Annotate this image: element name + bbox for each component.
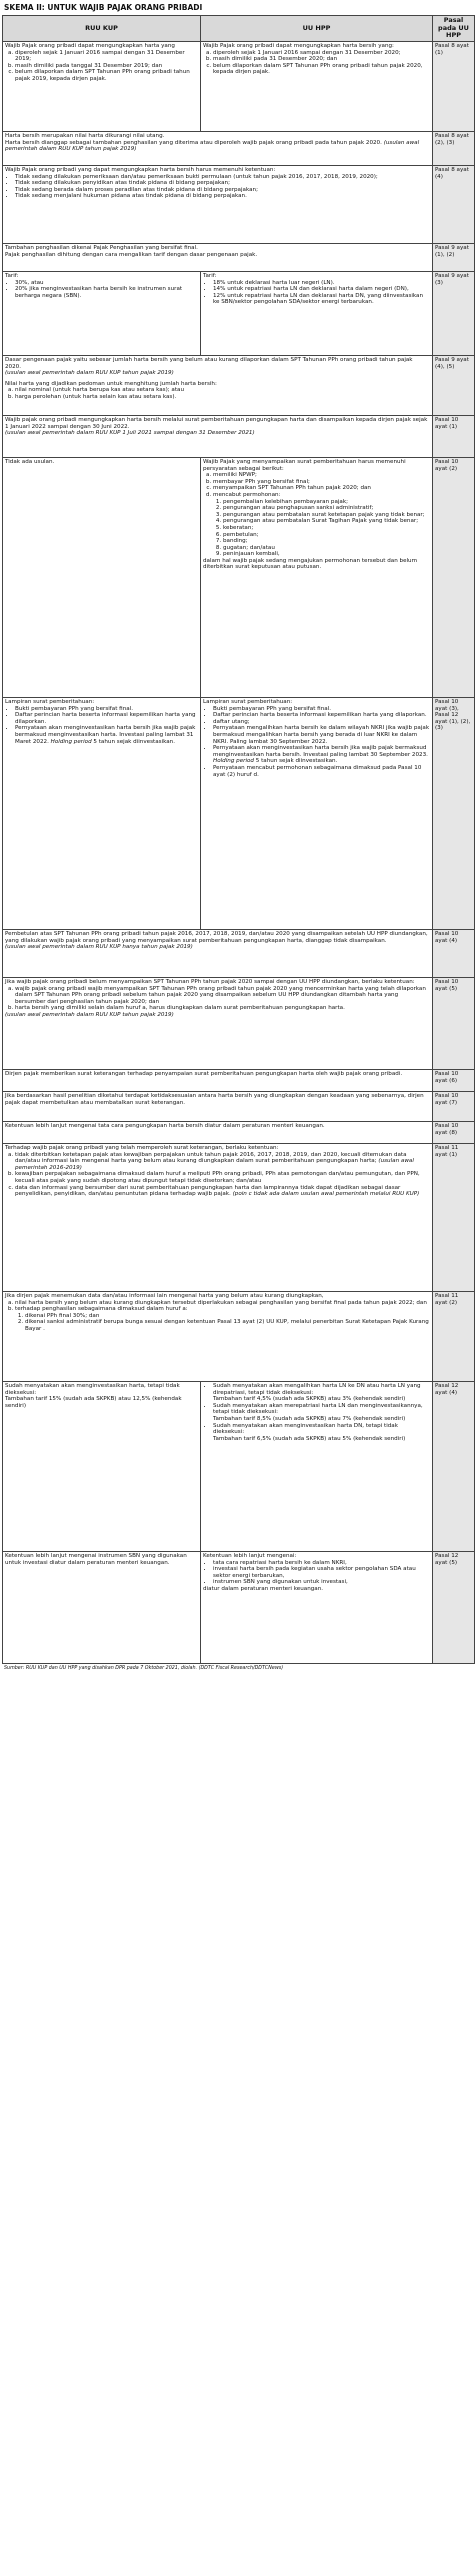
table-row <box>3 1381 475 1551</box>
cell-text: Lampiran surat pemberitahuan: <box>203 698 293 705</box>
table-header-row <box>3 16 475 42</box>
cell-pasal: Pasal 12 ayat (5) <box>433 1551 475 1663</box>
cell-pasal: Pasal 12 ayat (4) <box>433 1381 475 1551</box>
cell-hpp <box>201 1381 433 1551</box>
list-item-text: 5 tahun sejak diinvestasikan. <box>255 758 338 765</box>
table-row <box>3 415 475 457</box>
cell-merged <box>3 131 433 165</box>
cell-merged <box>3 415 433 457</box>
list-item: a. wajib pajak orang pribadi wajib menyampaikan SPT Tahunan PPh orang pribadi tahun pajak 2020 yang mencerminkan harta yang telah dilaporkan dalam SPT Tahunan PPh orang pribadi sebelum tahun pajak 2020 yang disampaikan sebelum UU HPP diundangkan ditambah harta yang bersumber dari penghasilan tahun pajak 2020; dan <box>15 986 430 1006</box>
cell-text: Tarif: <box>203 272 217 279</box>
cell-text: Nilai harta yang dijadikan pedoman untuk menghitung jumlah harta bersih: <box>5 380 217 387</box>
cell-pasal: Pasal 8 ayat (1) <box>433 41 475 131</box>
cell-text: Harta bersih merupakan nilai harta dikurangi nilai utang. <box>5 132 165 139</box>
cell-ruu <box>3 41 201 131</box>
list-item: • Tidak sedang dilakukan penyidikan atas tindak pidana di bidang perpajakan; <box>15 180 430 187</box>
cell-hpp <box>201 1551 433 1663</box>
list <box>5 1300 430 1333</box>
sub-list-item: 3. pengurangan atau pembatalan surat ketetapan pajak yang tidak benar; <box>223 512 430 519</box>
list-item: • instrumen SBN yang digunakan untuk investasi, <box>213 1579 430 1586</box>
cell-merged <box>3 929 433 977</box>
list-item <box>15 725 198 745</box>
header-ruu-kup: RUU KUP <box>3 16 201 42</box>
list-item: b. harga perolehan (untuk harta selain kas atau setara kas). <box>15 394 430 401</box>
cell-text: Tambahan tarif 15% (sudah ada SKPKB) atau 12,5% (kehendak sendiri) <box>5 1396 182 1409</box>
cell-text: Wajib pajak orang pribadi mengungkapkan harta bersih melalui surat pemberitahuan pengungkapan harta dan disampaikan kepada dirjen pajak sejak 1 Januari 2022 sampai dengan 30 Juni 2022. <box>5 416 428 430</box>
cell-merged <box>3 1291 433 1381</box>
cell-text: Terhadap wajib pajak orang pribadi yang telah memperoleh surat keterangan, berlaku ketentuan: <box>5 1144 279 1151</box>
table-row <box>3 929 475 977</box>
table-row <box>3 1069 475 1091</box>
list-item: • Tidak sedang menjalani hukuman pidana atas tindak pidana di bidang perpajakan. <box>15 193 430 200</box>
cell-pasal: Pasal 9 ayat (1), (2) <box>433 243 475 271</box>
list <box>5 280 198 300</box>
list-item: • Daftar perincian harta beserta informasi kepemilikan harta yang dilaporkan. <box>15 712 198 725</box>
list-item: • 30%, atau <box>15 280 198 287</box>
cell-ruu: Tidak ada usulan. <box>3 457 201 697</box>
list-item: • Tidak sedang berada dalam proses peradilan atas tindak pidana di bidang perpajakan; <box>15 187 430 194</box>
list-item: a. diperoleh sejak 1 Januari 2016 sampai dengan 31 Desember 2020; <box>213 50 430 57</box>
list-item: b. kewajiban perpajakan sebagaimana dimaksud dalam huruf a meliputi PPh orang pribadi, PPh atas pemotongan dan/atau pemungutan, dan PPN, kecuali atas pajak yang sudah dipotong atau dipungut tetapi tidak disetorkan; dan/atau <box>15 1171 430 1184</box>
list-item <box>213 1403 430 1423</box>
cell-text: Ketentuan lebih lanjut mengenai: <box>203 1552 297 1559</box>
list-item-text: data dan informasi yang bersumber dari surat pemberitahuan pengungkapan harta dan lampirannya tidak dapat dijadikan sebagai dasar penyelidikan, penyidikan, dan/atau penuntutan pidana terhadap wajib pajak. <box>15 1184 401 1198</box>
list <box>203 1560 430 1586</box>
cell-ruu: Ketentuan lebih lanjut mengenai instrumen SBN yang digunakan untuk investasi diatur dalam peraturan menteri keuangan. <box>3 1551 201 1663</box>
cell-text: Wajib Pajak orang pribadi dapat mengungkapkan harta yang <box>5 42 175 49</box>
note-text: (usulan awal pemerintah dalam RUU KUP hanya tahun pajak 2019) <box>5 944 193 951</box>
list-item <box>213 745 430 765</box>
cell-text: dalam hal wajib pajak sedang mengajukan permohonan tersebut dan belum diterbitkan surat keputusan atau putusan. <box>203 557 418 571</box>
comparison-table <box>2 15 475 1664</box>
cell-merged <box>3 165 433 243</box>
sub-list-item: 1. pengembalian kelebihan pembayaran pajak; <box>223 499 430 506</box>
list-item-text: • Sudah menyatakan akan menginvestasikan harta DN, tetapi tidak dieksekusi: <box>213 1422 398 1436</box>
cell-text: Wajib Pajak orang pribadi dapat mengungkapkan harta bersih yang: <box>203 42 394 49</box>
cell-text: Sudah menyatakan akan menginvestasikan harta, tetapi tidak dieksekusi: <box>5 1382 180 1396</box>
list <box>5 50 198 83</box>
list-item <box>213 1383 430 1403</box>
cell-hpp <box>201 457 433 697</box>
cell-merged <box>3 243 433 271</box>
italic-term: Holding period <box>213 758 254 765</box>
cell-pasal: Pasal 10 ayat (5) <box>433 977 475 1069</box>
cell-text: Lampiran surat pemberitahuan: <box>5 698 95 705</box>
sub-list <box>15 1313 430 1333</box>
list-item: • 14% untuk repatriasi harta LN dan deklarasi harta dalam negeri (DN), <box>213 286 430 293</box>
list-item-text: mencabut permohonan: <box>213 491 281 498</box>
list-item <box>213 492 430 558</box>
table-row <box>3 41 475 131</box>
sub-list-item: 1. dikenai PPh final 30%; dan <box>25 1313 430 1320</box>
list-item: • Bukti pembayaran PPh yang bersifat final. <box>213 706 430 713</box>
list <box>203 50 430 76</box>
list-item: • Pernyataan mengalihkan harta bersih ke dalam wilayah NKRI jika wajib pajak bermaksud mengalihkan harta bersih yang berada di luar NKRI ke dalam NKRI. Paling lambat 30 September 2022. <box>213 725 430 745</box>
table-row <box>3 243 475 271</box>
sub-list-item: 7. banding; <box>223 538 430 545</box>
list <box>203 280 430 306</box>
list-item: • daftar utang; <box>213 719 430 726</box>
cell-text: Pajak penghasilan dihitung dengan cara mengalikan tarif dengan dasar pengenaan pajak. <box>5 251 258 258</box>
cell-text: Tarif: <box>5 272 19 279</box>
document-title: SKEMA II: UNTUK WAJIB PAJAK ORANG PRIBADI <box>0 0 476 15</box>
cell-pasal: Pasal 8 ayat (2), (3) <box>433 131 475 165</box>
list-item-text: • Sudah menyatakan akan merepatriasi harta LN dan menginvestasikannya, tetapi tidak dieksekusi: <box>213 1402 423 1416</box>
list-item: a. nilai harta bersih yang belum atau kurang diungkapkan tersebut diperlakukan sebagai penghasilan yang bersifat final pada tahun pajak 2022; dan <box>15 1300 430 1307</box>
list-item: • 12% untuk repatriasi harta LN dan deklarasi harta DN, yang diinvestasikan ke SBN/sektor pengolahan SDA/sektor energi terbarukan. <box>213 293 430 306</box>
cell-pasal: Pasal 10 ayat (4) <box>433 929 475 977</box>
sub-list-item: 2. dikenai sanksi administratif berupa bunga sesuai dengan ketentuan Pasal 13 ayat (2) UU KUP, melalui penerbitan Surat Ketetapan Pajak Kurang Bayar . <box>25 1319 430 1332</box>
cell-text-group <box>5 140 430 153</box>
cell-pasal: Pasal 9 ayat (3) <box>433 271 475 355</box>
sub-list-item: 6. pembetulan; <box>223 532 430 539</box>
note-text: (usulan awal pemerintah dalam RUU KUP tahun pajak 2019) <box>5 370 174 377</box>
list <box>203 472 430 558</box>
note-text: (usulan awal pemerintah dalam RUU KUP 1 Juli 2021 sampai dengan 31 Desember 2021) <box>5 430 255 437</box>
list-item-text: • Sudah menyatakan akan mengalihkan harta LN ke DN atau harta LN yang direpatriasi, tetapi tidak dieksekusi: <box>213 1382 421 1396</box>
list <box>5 986 430 1012</box>
cell-pasal: Pasal 11 ayat (1) <box>433 1143 475 1291</box>
sub-list <box>213 499 430 558</box>
table-row <box>3 1291 475 1381</box>
list-item: • investasi harta bersih pada kegiatan usaha sektor pengolahan SDA atau sektor energi terbarukan, <box>213 1566 430 1579</box>
cell-hpp <box>201 697 433 929</box>
list-item: b. harta bersih yang dimiliki selain dalam huruf a, harus diungkapkan dalam surat pemberitahuan pengungkapan harta. <box>15 1005 430 1012</box>
sub-list-item: 4. pengurangan atau pembatalan Surat Tagihan Pajak yang tidak benar; <box>223 518 430 525</box>
list <box>5 174 430 200</box>
cell-text: Pembetulan atas SPT Tahunan PPh orang pribadi tahun pajak 2016, 2017, 2018, 2019, dan/atau 2020 yang disampaikan setelah UU HPP diundangkan, yang dilakukan wajib pajak orang pribadi yang menyampaikan surat pemberitahuan pengungkapan harta, dianggap tidak disampaikan. <box>5 930 428 944</box>
note-text: (usulan awal pemerintah dalam RUU KUP tahun pajak 2019) <box>5 139 420 153</box>
cell-merged <box>3 977 433 1069</box>
cell-pasal: Pasal 8 ayat (4) <box>433 165 475 243</box>
cell-text: Harta bersih dianggap sebagai tambahan penghasilan yang diterima atau diperoleh wajib pajak orang pribadi pada tahun pajak 2020. <box>5 139 382 146</box>
list-item: a. memiliki NPWP; <box>213 472 430 479</box>
table-row <box>3 977 475 1069</box>
list-item-text: tidak diterbitkan ketetapan pajak atas kewajiban perpajakan untuk tahun pajak 2016, 2017, 2018, 2019, dan 2020, kecuali ditemukan data dan/atau informasi lain mengenai harta yang belum atau kurang diungkapkan dalam surat pemberitahuan pengungkapan harta; <box>15 1151 407 1165</box>
table-row <box>3 165 475 243</box>
list-item <box>213 1423 430 1443</box>
table-row <box>3 697 475 929</box>
cell-merged: Jika berdasarkan hasil penelitian diketahui terdapat ketidaksesuaian antara harta bersih yang diungkapkan dengan keadaan yang sebenarnya, dirjen pajak dapat membetulkan atau membatalkan surat keterangan. <box>3 1091 433 1121</box>
cell-pasal: Pasal 10 ayat (3), Pasal 12 ayat (1), (2), (3) <box>433 697 475 929</box>
note-text: (poin c tidak ada dalam usulan awal pemerintah melalui RUU KUP) <box>232 1191 420 1198</box>
cell-pasal: Pasal 10 ayat (6) <box>433 1069 475 1091</box>
sub-list-item: 5. keberatan; <box>223 525 430 532</box>
note-text: (usulan awal pemerintah 2016-2019) <box>15 1158 414 1171</box>
source-footnote: Sumber: RUU KUP dan UU HPP yang disahkan DPR pada 7 Oktober 2021, diolah. (DDTC Fiscal Research/DDTCNews) <box>4 1665 284 1671</box>
list-item: • Pernyataan mencabut permohonan sebagaimana dimaksud pada Pasal 10 ayat (2) huruf d. <box>213 765 430 778</box>
sub-list-item: 8. gugatan; dan/atau <box>223 545 430 552</box>
cell-pasal: Pasal 10 ayat (8) <box>433 1121 475 1143</box>
list-item <box>15 1185 430 1198</box>
sub-list-item: 2. pengurangan atau penghapusan sanksi administratif; <box>223 505 430 512</box>
cell-hpp <box>201 271 433 355</box>
table-row <box>3 457 475 697</box>
list <box>203 706 430 779</box>
table-row <box>3 1143 475 1291</box>
cell-text: Tambahan penghasilan dikenai Pajak Penghasilan yang bersifat final. <box>5 244 198 251</box>
list-item: c. belum dilaporkan dalam SPT Tahunan PPh orang pribadi tahun pajak 2019, kepada dirjen pajak. <box>15 69 198 82</box>
list-item: a. nilai nominal (untuk harta berupa kas atau setara kas); atau <box>15 387 430 394</box>
sub-list-item: 9. peninjauan kembali, <box>223 551 430 558</box>
list-item: • Bukti pembayaran PPh yang bersifat final. <box>15 706 198 713</box>
list <box>5 387 430 400</box>
cell-merged <box>3 1143 433 1291</box>
header-uu-hpp: UU HPP <box>201 16 433 42</box>
list-item: • 20% jika menginvestasikan harta bersih ke instrumen surat berharga negara (SBN). <box>15 286 198 299</box>
cell-merged: Dirjen pajak memberikan surat keterangan terhadap penyampaian surat pemberitahuan pengungkapan harta oleh wajib pajak orang pribadi. <box>3 1069 433 1091</box>
cell-hpp <box>201 41 433 131</box>
list-item-text: terhadap penghasilan sebagaimana dimaksud dalam huruf a: <box>15 1306 188 1313</box>
cell-pasal: Pasal 9 ayat (4), (5) <box>433 355 475 415</box>
cell-ruu <box>3 271 201 355</box>
cell-pasal: Pasal 11 ayat (2) <box>433 1291 475 1381</box>
cell-ruu <box>3 697 201 929</box>
list <box>5 706 198 746</box>
list-item: • tata cara repatriasi harta bersih ke dalam NKRI, <box>213 1560 430 1567</box>
list-item: c. belum dilaporkan dalam SPT Tahunan PPh orang pribadi tahun pajak 2020, kepada dirjen pajak. <box>213 63 430 76</box>
list-item-tail: Tambahan tarif 6,5% (sudah ada SKPKB) atau 5% (kehendak sendiri) <box>213 1435 406 1442</box>
cell-merged: Ketentuan lebih lanjut mengenai tata cara pengungkapan harta bersih diatur dalam peraturan menteri keuangan. <box>3 1121 433 1143</box>
table-row <box>3 1121 475 1143</box>
list-item-text: 5 tahun sejak diinvestasikan. <box>93 738 175 745</box>
list-item: b. membayar PPh yang bersifat final; <box>213 479 430 486</box>
list-item: a. diperoleh sejak 1 Januari 2016 sampai dengan 31 Desember 2019; <box>15 50 198 63</box>
cell-text: Jika wajib pajak orang pribadi belum menyampaikan SPT Tahunan PPh tahun pajak 2020 sampai dengan UU HPP diundangkan, berlaku ketentuan: <box>5 978 415 985</box>
cell-text: diatur dalam peraturan menteri keuangan. <box>203 1585 324 1592</box>
cell-text: Wajib Pajak orang pribadi yang dapat mengungkapkan harta bersih harus memenuhi ketentuan: <box>5 166 276 173</box>
list-item <box>15 1152 430 1172</box>
cell-pasal: Pasal 10 ayat (1) <box>433 415 475 457</box>
list-item: b. masih dimiliki pada 31 Desember 2020; dan <box>213 56 430 63</box>
header-pasal: Pasal pada UU HPP <box>433 16 475 42</box>
cell-merged <box>3 355 433 415</box>
note-text: (usulan awal pemerintah dalam RUU KUP tahun pajak 2019) <box>5 1011 174 1018</box>
cell-text: Jika dirjen pajak menemukan data dan/atau informasi lain mengenai harta yang belum atau kurang diungkapkan, <box>5 1292 324 1299</box>
cell-pasal: Pasal 10 ayat (7) <box>433 1091 475 1121</box>
table-row <box>3 131 475 165</box>
cell-pasal: Pasal 10 ayat (2) <box>433 457 475 697</box>
italic-term: Holding period <box>50 738 92 745</box>
list-item <box>15 1306 430 1332</box>
cell-ruu <box>3 1381 201 1551</box>
cell-text: Dasar pengenaan pajak yaitu sebesar jumlah harta bersih yang belum atau kurang dilaporkan dalam SPT Tahunan PPh orang pribadi tahun pajak 2020. <box>5 356 413 370</box>
table-row <box>3 355 475 415</box>
cell-text: Wajib Pajak yang menyampaikan surat pemberitahuan harus memenuhi persyaratan sebagai berikut: <box>203 458 406 472</box>
list-item: c. menyampaikan SPT Tahunan PPh tahun pajak 2020; dan <box>213 485 430 492</box>
list <box>203 1383 430 1442</box>
list-item-text: Pernyataan akan menginvestasikan harta bersih jika wajib pajak bermaksud menginvestasikan harta. Investasi paling lambat 31 Maret 2022. <box>15 725 196 745</box>
list-item: • 18% untuk deklarasi harta luar negeri (LN). <box>213 280 430 287</box>
list-item-tail: Tambahan tarif 8,5% (sudah ada SKPKB) atau 7% (kehendak sendiri) <box>213 1415 406 1422</box>
list-item: • Daftar perincian harta beserta informasi kepemilikan harta yang dilaporkan. <box>213 712 430 719</box>
list-item: • Tidak sedang dilakukan pemeriksaan dan/atau pemeriksaan bukti permulaan (untuk tahun pajak 2016, 2017, 2018, 2019, 2020); <box>15 174 430 181</box>
table-row <box>3 1551 475 1663</box>
table-row <box>3 271 475 355</box>
list-item: b. masih dimiliki pada tanggal 31 Desember 2019; dan <box>15 63 198 70</box>
list <box>5 1152 430 1198</box>
list-item-text: Pernyataan akan menginvestasikan harta bersih jika wajib pajak bermaksud menginvestasikan harta bersih. Investasi paling lambat 30 September 2023. <box>213 745 428 758</box>
list-item-tail: Tambahan tarif 4,5% (sudah ada SKPKB) atau 3% (kehendak sendiri) <box>213 1396 406 1403</box>
table-row <box>3 1091 475 1121</box>
